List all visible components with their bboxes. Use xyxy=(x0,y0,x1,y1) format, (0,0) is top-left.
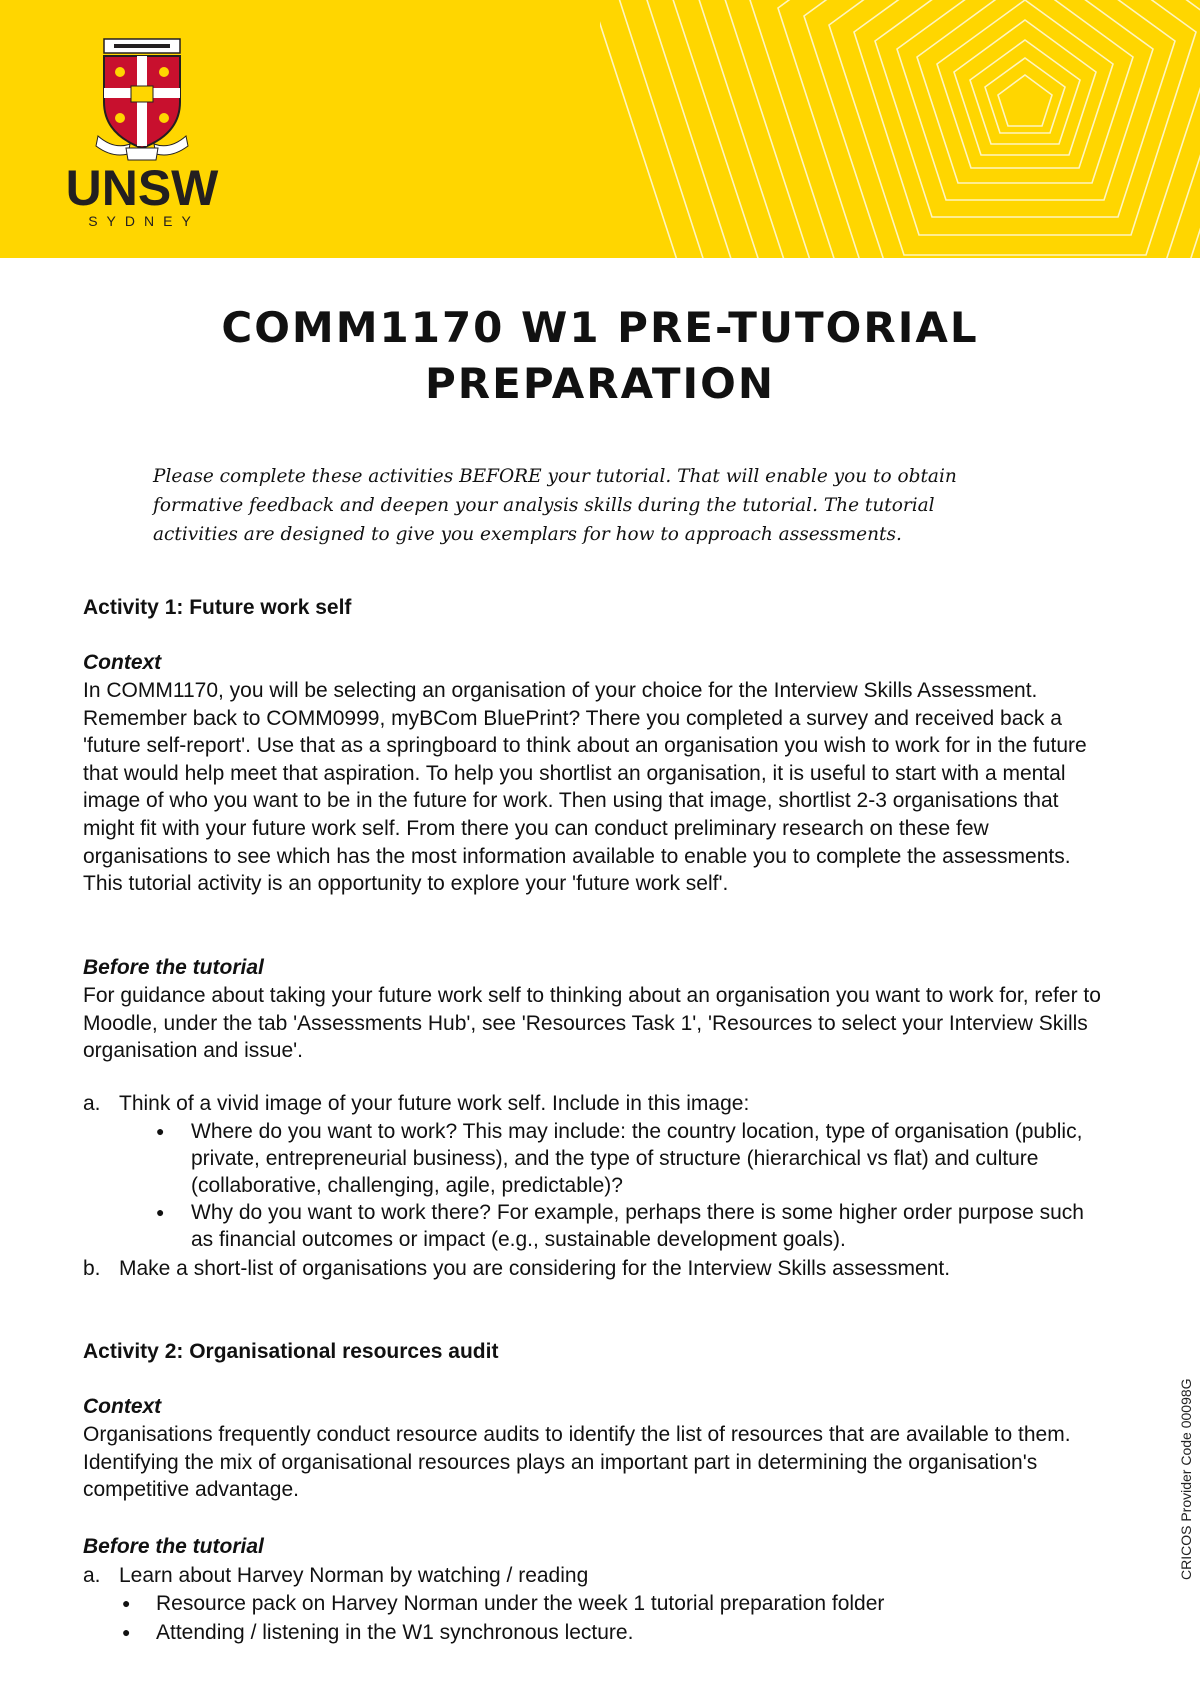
bullet-icon: ● xyxy=(122,1595,131,1611)
activity-1-item-b: Make a short-list of organisations you are considering for the Interview Skills assessment. xyxy=(119,1257,951,1280)
page-title xyxy=(0,300,1200,412)
cricos-provider-code: CRICOS Provider Code 00098G xyxy=(1178,1378,1194,1580)
header-banner xyxy=(0,0,1200,258)
activity-2-item-a-marker: a. xyxy=(83,1564,101,1587)
activity-1-item-a: Think of a vivid image of your future work self. Include in this image: xyxy=(119,1092,750,1115)
intro-paragraph: Please complete these activities BEFORE your tutorial. That will enable you to obtain formative feedback and deepen your analysis skills during the tutorial. The tutorial activities are designed to give you exemplars for how to approach assessments. xyxy=(153,466,957,545)
activity-1-context-text: In COMM1170, you will be selecting an organisation of your choice for the Interview Skills Assessment. Remember back to COMM0999, myBCom BluePrint? There you completed a survey and received back a 'future self-report'. Use that as a springboard to think about an organisation you wish to work for in the future that would help meet that aspiration. To help you shortlist an organisation, it is useful to start with a mental image of who you want to be in the future for work. Then using that image, shortlist 2-3 organisations that might fit with your future work self. From there you can conduct preliminary research on these few organisations to see which has the most information available to enable you to complete the assessments. This tutorial activity is an opportunity to explore your 'future work self'. xyxy=(83,679,1087,896)
geometric-pattern-decoration xyxy=(600,0,1200,258)
activity-2-bullet-2: Attending / listening in the W1 synchronous lecture. xyxy=(156,1621,634,1644)
activity-1-item-b-marker: b. xyxy=(83,1257,101,1280)
activity-1-before-text: For guidance about taking your future work self to thinking about an organisation you want to work for, refer to Moodle, under the tab 'Assessments Hub', see 'Resources Task 1', 'Resources to select your Interview Skills organisation and issue'. xyxy=(83,984,1101,1063)
brand-wordmark: UNSW xyxy=(65,160,219,216)
activity-2-context-text: Organisations frequently conduct resource audits to identify the list of resources that are available to them. Identifying the mix of organisational resources plays an important part in determining the organisation's competitive advantage. xyxy=(83,1423,1071,1502)
activity-2-context-label: Context xyxy=(83,1395,162,1418)
activity-2-bullet-1: Resource pack on Harvey Norman under the week 1 tutorial preparation folder xyxy=(156,1592,885,1615)
unsw-logo xyxy=(52,36,232,226)
title-line-1: COMM1170 W1 PRE-TUTORIAL xyxy=(221,303,979,352)
bullet-icon: ● xyxy=(122,1624,131,1640)
activity-1-context-label: Context xyxy=(83,651,162,674)
activity-1-bullet-2: Why do you want to work there? For example, perhaps there is some higher order purpose such as financial outcomes or impact (e.g., sustainable development goals). xyxy=(191,1201,1084,1251)
activity-2-item-a: Learn about Harvey Norman by watching / reading xyxy=(119,1564,589,1587)
crest-shield-icon xyxy=(96,39,188,160)
activity-2-before-label: Before the tutorial xyxy=(83,1535,264,1558)
activity-1-item-a-marker: a. xyxy=(83,1092,101,1115)
bullet-icon: ● xyxy=(156,1204,165,1220)
activity-2-heading: Activity 2: Organisational resources audit xyxy=(83,1340,499,1363)
brand-subtitle: SYDNEY xyxy=(88,213,200,226)
title-line-2: PREPARATION xyxy=(425,359,775,408)
activity-1-before-label: Before the tutorial xyxy=(83,956,264,979)
bullet-icon: ● xyxy=(156,1123,165,1139)
activity-1-heading: Activity 1: Future work self xyxy=(83,596,352,619)
activity-1-bullet-1: Where do you want to work? This may include: the country location, type of organisation (public, private, entrepreneurial business), and the type of structure (hierarchical vs flat) and culture (collaborative, challenging, agile, predictable)? xyxy=(191,1120,1083,1197)
